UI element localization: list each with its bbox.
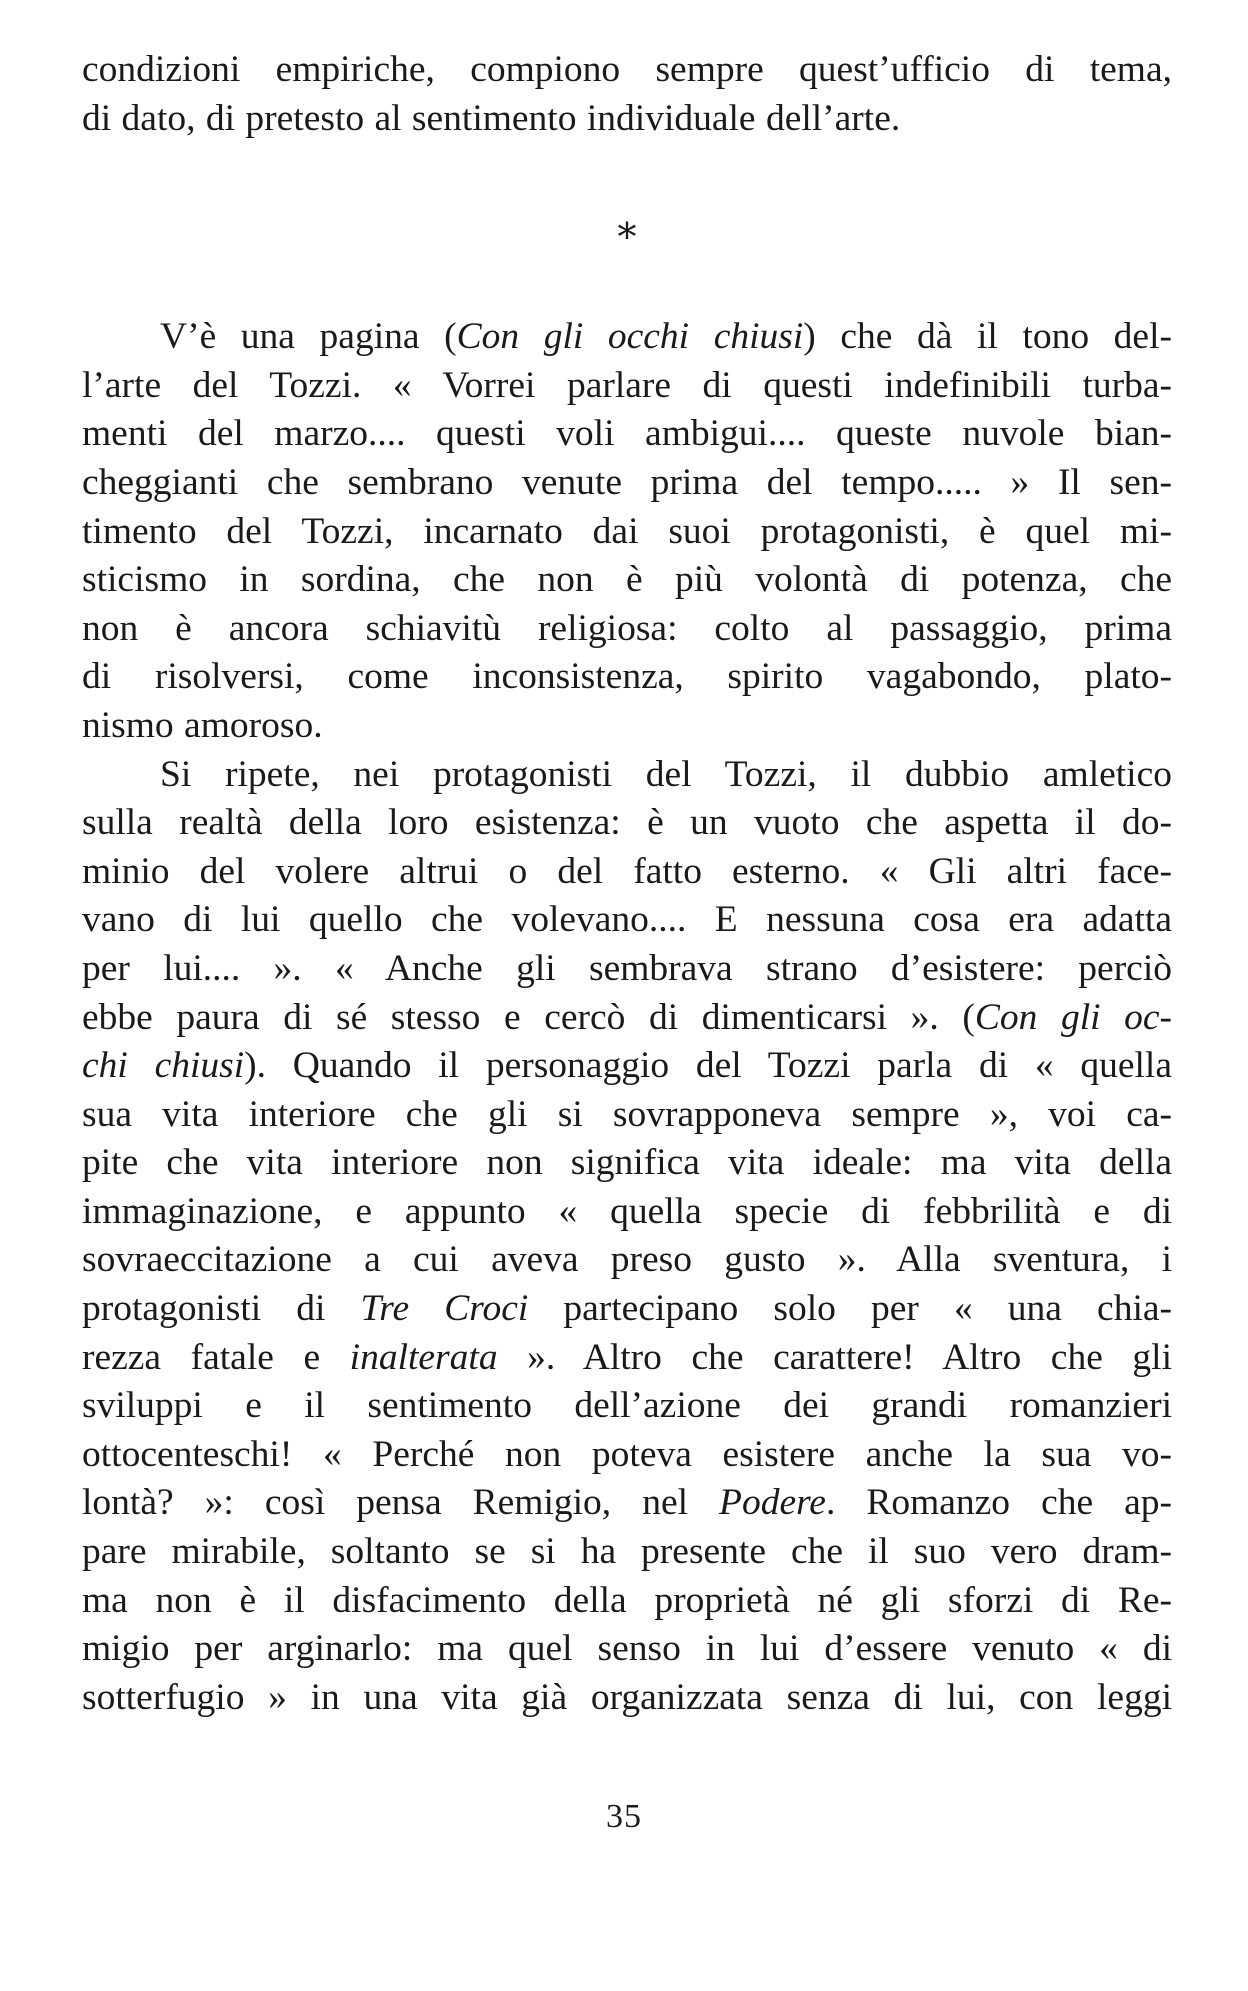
text-run: rezza fatale e (82, 1336, 350, 1378)
italic-title: chi chiusi (82, 1045, 245, 1087)
text-line: condizioni empiriche, compiono sempre quest’ufficio di tema, (82, 49, 1172, 90)
text-run: ) che dà il tono del- (803, 316, 1172, 358)
text-line: migio per arginarlo: ma quel senso in lui d’essere venuto « di (82, 1628, 1172, 1670)
italic-title: Tre Croci (360, 1288, 529, 1330)
text-run: protagonisti di (82, 1288, 361, 1330)
text-run: V’è una pagina ( (160, 316, 457, 358)
text-run: ». Altro che carattere! Altro che gli (497, 1336, 1172, 1378)
text-line: ottocenteschi! « Perché non poteva esistere anche la sua vo- (82, 1433, 1172, 1475)
text-line: cheggianti che sembrano venute prima del tempo..... » Il sen- (82, 461, 1172, 503)
italic-title: Con gli occhi chiusi (456, 316, 804, 358)
text-line: sticismo in sordina, che non è più volontà di potenza, che (82, 559, 1172, 601)
text-line: nismo amoroso. (82, 704, 323, 746)
text-line (82, 1042, 1172, 1091)
text-line: pare mirabile, soltanto se si ha presente che il suo vero dram- (82, 1531, 1172, 1573)
text-line: non è ancora schiavitù religiosa: colto al passaggio, prima (82, 607, 1172, 649)
text-line: sovraeccitazione a cui aveva preso gusto ». Alla sventura, i (82, 1239, 1172, 1281)
text-line: timento del Tozzi, incarnato dai suoi protagonisti, è quel mi- (82, 510, 1172, 552)
paragraph (82, 313, 1172, 750)
text-run: ). Quando il personaggio del Tozzi parla di « quella (244, 1045, 1172, 1087)
text-run: ebbe paura di sé stesso e cercò di dimenticarsi ». ( (82, 996, 975, 1038)
text-line (82, 1285, 1172, 1334)
section-separator: * (617, 215, 637, 260)
text-line: pite che vita interiore non significa vita ideale: ma vita della (82, 1142, 1172, 1184)
text-line: sulla realtà della loro esistenza: è un vuoto che aspetta il do- (82, 802, 1172, 844)
page-body (82, 46, 1172, 1722)
text-line: di dato, di pretesto al sentimento individuale dell’arte. (82, 97, 901, 139)
paragraph (82, 751, 1172, 1723)
text-line: vano di lui quello che volevano.... E nessuna cosa era adatta (82, 899, 1172, 941)
text-line: di risolversi, come inconsistenza, spirito vagabondo, plato- (82, 656, 1172, 698)
italic-word: inalterata (349, 1336, 498, 1378)
text-line: menti del marzo.... questi voli ambigui.... queste nuvole bian- (82, 413, 1172, 455)
text-line (82, 1334, 1172, 1383)
text-line: minio del volere altrui o del fatto esterno. « Gli altri face- (82, 850, 1172, 892)
text-line (82, 1479, 1172, 1528)
text-line: sua vita interiore che gli si sovrapponeva sempre », voi ca- (82, 1093, 1172, 1135)
text-run: lontà? »: così pensa Remigio, nel (82, 1482, 720, 1524)
italic-title: Con gli oc- (974, 996, 1172, 1038)
text-line: ma non è il disfacimento della proprietà né gli sforzi di Re- (82, 1579, 1172, 1621)
text-line: immaginazione, e appunto « quella specie di febbrilità e di (82, 1190, 1172, 1232)
text-run: . Romanzo che ap- (825, 1482, 1172, 1524)
text-run: partecipano solo per « una chia- (528, 1288, 1172, 1330)
page-number: 35 (606, 1798, 642, 1835)
paragraph-continuation (82, 46, 1172, 143)
text-line: sotterfugio » in una vita già organizzata senza di lui, con leggi (82, 1676, 1172, 1718)
text-line: Si ripete, nei protagonisti del Tozzi, il dubbio amletico (160, 753, 1172, 795)
text-line: l’arte del Tozzi. « Vorrei parlare di questi indefinibili turba- (82, 364, 1172, 406)
text-line: sviluppi e il sentimento dell’azione dei grandi romanzieri (82, 1385, 1172, 1427)
text-line: per lui.... ». « Anche gli sembrava strano d’esistere: perciò (82, 947, 1172, 989)
italic-title: Podere (719, 1482, 826, 1524)
text-line (82, 313, 1172, 362)
text-line (82, 994, 1172, 1043)
